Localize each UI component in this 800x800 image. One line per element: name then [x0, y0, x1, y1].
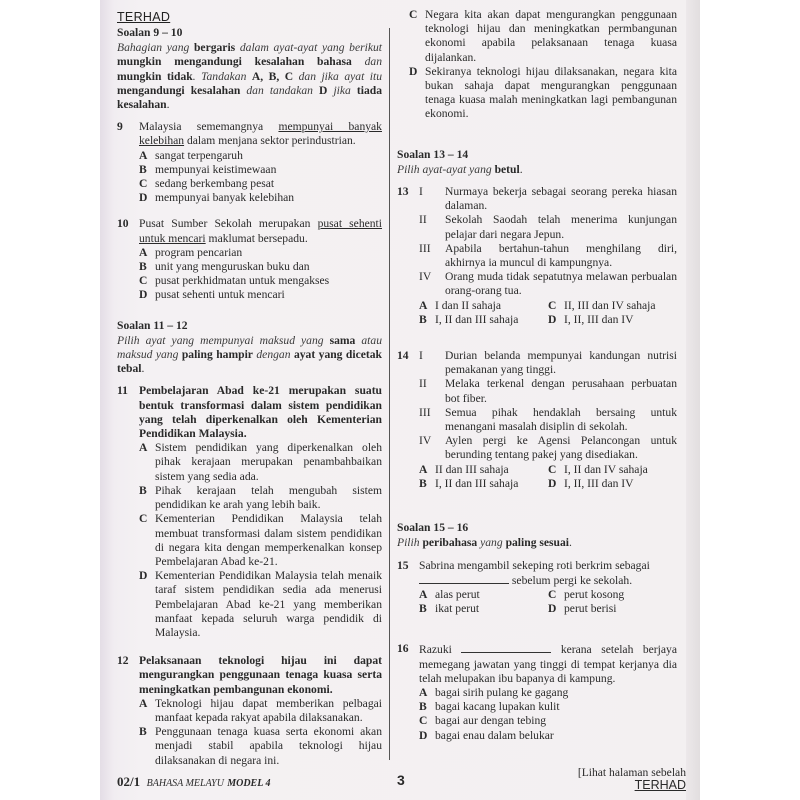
statement-i: I Nurmaya bekerja sebagai seorang pereka hiasan dalaman.: [419, 185, 677, 213]
question-stem: Malaysia sememangnya mempunyai banyak kelebihan dalam menjana sektor perindustrian.: [139, 120, 382, 148]
statement-i: I Durian belanda mempunyai kandungan nutrisi pemakanan yang tinggi.: [419, 349, 677, 377]
classification-header: TERHAD: [117, 10, 171, 24]
question-number: 9: [117, 120, 123, 134]
option-b[interactable]: B ikat perut: [419, 602, 480, 616]
classification-footer: TERHAD: [634, 778, 686, 792]
option-c[interactable]: C Negara kita akan dapat mengurangkan penggunaan teknologi hijau dan meningkatkan permbangunan ekonomi apabila pelaksanaan tenaga kuasa dijalankan.: [409, 8, 677, 64]
question-number: 11: [117, 384, 128, 398]
answer-blank: [419, 573, 509, 584]
option-a[interactable]: A I dan II sahaja: [419, 298, 501, 312]
question-11: [117, 384, 382, 640]
option-b[interactable]: B I, II dan III sahaja: [419, 312, 519, 326]
statement-ii: II Melaka terkenal dengan perusahaan perbuatan bot fiber.: [419, 377, 677, 405]
subject-name: BAHASA MELAYU: [146, 778, 224, 789]
paper-code: 02/1: [117, 774, 141, 789]
section-11-12: [117, 319, 382, 768]
paper-code-footer: [117, 774, 270, 790]
question-14: [397, 349, 677, 491]
option-a[interactable]: A Sistem pendidikan yang diperkenalkan oleh pihak kerajaan merupakan penambahbaikan sistem yang sedia ada.: [139, 441, 382, 483]
question-number: 10: [117, 217, 129, 231]
option-d[interactable]: D perut berisi: [548, 602, 617, 616]
section-instruction: Pilih peribahasa yang paling sesuai.: [397, 536, 572, 550]
exam-page: [100, 0, 700, 800]
question-number: 12: [117, 654, 129, 668]
question-stem: Razuki kerana setelah berjaya memegang jawatan yang tinggi di tempat kerjanya dia telah melupakan ibu bapanya di kampung.: [419, 643, 677, 685]
statement-ii: II Sekolah Saodah telah menerima kunjungan pelajar dari negara Jepun.: [419, 213, 677, 241]
option-d[interactable]: D I, II, III dan IV: [548, 312, 634, 326]
question-stem: Pusat Sumber Sekolah merupakan pusat sehenti untuk mencari maklumat bersepadu.: [139, 217, 383, 245]
option-b[interactable]: B bagai kacang lupakan kulit: [419, 700, 560, 714]
left-column: [117, 26, 382, 768]
question-15: [397, 559, 677, 617]
question-12: [117, 654, 382, 768]
section-15-16: [397, 521, 677, 743]
answer-blank: [461, 642, 551, 653]
option-a[interactable]: A program pencarian: [139, 245, 243, 259]
option-c[interactable]: C II, III dan IV sahaja: [548, 298, 656, 312]
option-c[interactable]: C perut kosong: [548, 587, 625, 601]
statement-iv: IV Orang muda tidak sepatutnya melawan perbualan orang-orang tua.: [419, 270, 677, 298]
statement-iii: III Apabila bertahun-tahun menghilang diri, akhirnya ia muncul di kampungnya.: [419, 241, 677, 270]
question-16: [397, 642, 677, 742]
option-b[interactable]: B Pihak kerajaan telah mengubah sistem pendidikan ke arah yang lebih baik.: [139, 483, 382, 512]
option-a[interactable]: A bagai sirih pulang ke gagang: [419, 685, 569, 699]
option-d[interactable]: D I, II, III dan IV: [548, 476, 634, 490]
option-c[interactable]: C pusat perkhidmatan untuk mengakses: [139, 274, 330, 288]
option-c[interactable]: C I, II dan IV sahaja: [548, 462, 648, 476]
section-9-10: [117, 26, 382, 303]
section-instruction: Bahagian yang bergaris dalam ayat-ayat yang berikut mungkin mengandungi kesalahan bahasa dan mungkin tidak. Tandakan A, B, C dan jika ayat itu mengandungi kesalahan dan tandakan D jika tiada kesalahan.: [117, 41, 382, 112]
option-c[interactable]: C sedang berkembang pesat: [139, 177, 275, 191]
question-10: [117, 217, 382, 302]
option-b[interactable]: B Penggunaan tenaga kuasa serta ekonomi akan menjadi stabil apabila teknologi hijau dilaksanakan di negara ini.: [139, 725, 382, 767]
option-b[interactable]: B I, II dan III sahaja: [419, 476, 519, 490]
question-number: 16: [397, 642, 409, 656]
option-d[interactable]: D Kementerian Pendidikan Malaysia telah menaik taraf sistem pendidikan sedia ada menerusi Pembelajaran Abad ke-21 yang memberikan manfaat kepada seluruh warga pendidik di Malaysia.: [139, 569, 382, 639]
question-stem: Pelaksanaan teknologi hijau ini dapat mengurangkan penggunaan tenaga kuasa serta meningkatkan pembangunan ekonomi.: [139, 654, 382, 696]
page-edge-shadow: [686, 0, 700, 800]
option-a[interactable]: A sangat terpengaruh: [139, 148, 243, 162]
option-d[interactable]: D mempunyai banyak kelebihan: [139, 191, 295, 205]
option-a[interactable]: A II dan III sahaja: [419, 462, 509, 476]
question-number: 13: [397, 185, 409, 199]
answer-options: [419, 463, 677, 491]
option-d[interactable]: D bagai enau dalam belukar: [419, 728, 554, 742]
option-c[interactable]: C Kementerian Pendidikan Malaysia telah membuat transformasi dalam sistem pendidikan di negara kita dengan memperkenalkan konsep Pembelajaran Abad ke-21.: [139, 512, 382, 568]
next-page-note: [Lihat halaman sebelah: [577, 766, 686, 779]
statement-iii: III Semua pihak hendaklah bersaing untuk menangani masalah disiplin di sekolah.: [419, 405, 677, 434]
question-stem: Pembelajaran Abad ke-21 merupakan suatu bentuk transformasi dalam sistem pendidikan yang telah diperkenalkan oleh Kementerian Pendidikan Malaysia.: [139, 384, 382, 441]
question-12-continued: [397, 8, 677, 122]
question-13: [397, 185, 677, 327]
footer-right: [578, 766, 686, 792]
option-c[interactable]: C bagai aur dengan tebing: [419, 714, 547, 728]
section-title: Soalan 11 – 12: [117, 318, 188, 332]
option-a[interactable]: A alas perut: [419, 587, 480, 601]
section-title: Soalan 9 – 10: [117, 26, 183, 39]
option-a[interactable]: A Teknologi hijau dapat memberikan pelbagai manfaat kepada rakyat apabila dilaksanakan.: [139, 696, 382, 724]
option-d[interactable]: D Sekiranya teknologi hijau dilaksanakan, negara kita bukan sahaja dapat mengurangkan penggunaan tenaga kuasa malah meningkatkan lagi pembangunan ekonomi.: [409, 64, 677, 121]
question-stem: Sabrina mengambil sekeping roti berkrim sebagai sebelum pergi ke sekolah.: [419, 558, 650, 587]
section-instruction: Pilih ayat yang mempunyai maksud yang sama atau maksud yang paling hampir dengan ayat yang dicetak tebal.: [117, 333, 382, 376]
section-title: Soalan 15 – 16: [397, 521, 469, 535]
section-instruction: Pilih ayat-ayat yang betul.: [397, 162, 523, 176]
option-b[interactable]: B unit yang menguruskan buku dan: [139, 260, 310, 274]
model-label: MODEL 4: [227, 778, 271, 789]
option-b[interactable]: B mempunyai keistimewaan: [139, 162, 277, 176]
question-number: 14: [397, 349, 409, 363]
section-title: Soalan 13 – 14: [397, 147, 469, 161]
question-number: 15: [397, 558, 409, 572]
column-divider: [389, 28, 390, 760]
section-13-14: [397, 148, 677, 491]
question-9: [117, 120, 382, 205]
answer-options: [419, 588, 677, 616]
statement-iv: IV Aylen pergi ke Agensi Pelancongan untuk berunding tentang pakej yang disediakan.: [419, 434, 677, 462]
answer-options: [419, 299, 677, 327]
page-number: 3: [397, 772, 405, 788]
right-column: [397, 8, 677, 743]
option-d[interactable]: D pusat sehenti untuk mencari: [139, 288, 285, 302]
